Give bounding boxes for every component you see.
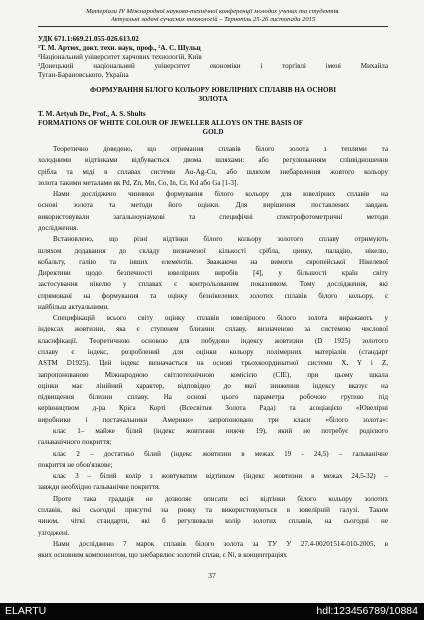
body-line: кобальту, галію та інших елементів. Зважаючи на вимоги європейської Нікелевої bbox=[38, 257, 388, 266]
body-line: оцінки має лінійний характер, відповідно до якої зниження індексу вказує на bbox=[38, 381, 388, 390]
body-line: золота такими металами як Pd, Zn, Mn, Co, In, Cr, Kd або Ga [1-3]. bbox=[38, 178, 239, 187]
body-line: ASTM D1925). Цей індекс визначається на основі трьохкоординатної системи X, Y і Z, bbox=[38, 359, 388, 368]
title-en-line-1: FORMATIONS OF WHITE COLOUR OF JEWELLER ALLOYS ON THE BASIS OF bbox=[38, 119, 304, 127]
repository-footer bbox=[0, 603, 424, 620]
body-line: використовували загальноунаукові та специфічні спектрофотометричні методи bbox=[38, 212, 388, 221]
body-line: Специфікацій всього світу оцінку сплавів ювелірного білого золота виражають у bbox=[53, 314, 388, 323]
body-line: Проте така градація не дозволяє описати всі відтінки білого кольору золотих bbox=[53, 494, 388, 503]
affiliation-2-line-1: ²Донецький національний університет економіки і торгівлі імені Михайла bbox=[38, 62, 388, 70]
body-line: виробники і постачальники Америки» запропоновано три класи «білого золота»: bbox=[38, 415, 388, 424]
body-line: гальванічного покриття; bbox=[38, 438, 112, 447]
page-number: 37 bbox=[208, 571, 216, 580]
body-line: Встановлено, що різні відтінки білого кольору золотого сплаву отримують bbox=[53, 235, 388, 244]
body-line: сплаву є індекс, розроблений для оцінки кольору полімерних матеріалів (стандарт bbox=[38, 348, 388, 357]
footer-handle: hdl:123456789/10884 bbox=[316, 605, 418, 617]
body-line: керівництвом д-ра Кріса Корті (Всесвітня Золота Рада) та асоціацією «Ювелірні bbox=[38, 404, 388, 413]
body-line: узгоджені. bbox=[38, 528, 70, 537]
body-line: Теоретично доведено, що отримання сплавів білого золота з теплими та bbox=[53, 145, 388, 153]
body-line: сплавів, які сьогодні присутні на ринку та використовуються в ювелірній галузі. Таким bbox=[38, 505, 388, 514]
header-rule bbox=[38, 26, 388, 27]
body-line: завжди необхідно гальванічне покриття. bbox=[38, 483, 160, 492]
body-line: підвищення білизни сплаву. На основі цього параметра робочою групою під bbox=[38, 393, 388, 402]
authors-ua: ¹Т. М. Артюх, докт. техн. наук, проф., ²А. С. Шульц bbox=[38, 44, 201, 52]
body-line: застосування нікелю у сплавах є контрольованим показником. Тому дослідження, які bbox=[38, 280, 388, 289]
body-line: клас 3 – білий колір з жовтуватим відтінком (індекс жовтизни в межах 24,5-32) – bbox=[53, 472, 388, 481]
body-line: дослідження. bbox=[38, 223, 79, 232]
body-line: шляхом додавання до складу визначеної кількості срібла, цинку, паладію, нікелю, bbox=[38, 246, 388, 255]
affiliation-2-line-2: Туган-Барановського, Україна bbox=[38, 71, 129, 79]
body-line: найбільш актуальними. bbox=[38, 302, 109, 311]
footer-repository-name: ELARTU bbox=[5, 605, 47, 617]
affiliation-1: ¹Національний університет харчових технологій, Київ bbox=[38, 53, 202, 61]
title-en-line-2: GOLD bbox=[202, 128, 224, 136]
body-line: Нами досліджено чинники формування білого кольору для ювелірних сплавів на bbox=[53, 190, 388, 199]
body-line: класифікації. Теоретичною основою для побудови індексу жовтизни (D 1925) золотого bbox=[38, 336, 388, 345]
body-line: клас 1– майже білий (індекс жовтизни нижче 19), який не потребує родієвого bbox=[53, 427, 388, 435]
body-line: спрямовані на формування та оцінку безнікелевих золотих сплавів білого кольору, є bbox=[38, 291, 388, 300]
body-line: індексах жовтизни, яка є ступенем близини сплаву, визначеною за системою числової bbox=[38, 325, 388, 334]
body-line: покриття не обов'язкове; bbox=[38, 460, 113, 469]
body-line: запропонованою Міжнародною світлотехнічною комісією (CIE), при цьому шкала bbox=[38, 370, 388, 379]
title-ua-line-2: ЗОЛОТА bbox=[198, 95, 228, 103]
body-line: срібла та міді в сплавах системи Au-Ag-Cu, або шляхом знебарвлення жовтого кольору bbox=[38, 167, 388, 176]
body-line: холодними відтінками відбувається двома шляхами: або регулюванням співвідношення bbox=[38, 156, 388, 165]
body-line: Нами досліджено 7 марок сплавів білого золота за ТУ У 27.4-00201514-010-2005, в bbox=[53, 539, 388, 548]
body-line: яких основним компонентом, що знебарвлює золотий сплав, є Ni, в концентраціях bbox=[38, 551, 287, 560]
body-line: Директиви щодо безпечності ювелірних виробів [4], у більшості країн світу bbox=[38, 269, 388, 278]
body-line: основі золота та методи його оцінки. Для вирішення поставлених завдань bbox=[38, 201, 388, 210]
title-ua-line-1: ФОРМУВАННЯ БІЛОГО КОЛЬОРУ ЮВЕЛІРНИХ СПЛАВІВ НА ОСНОВІ bbox=[90, 86, 336, 94]
authors-en: T. M. Artyuh Dr., Prof., A. S. Shults bbox=[38, 110, 146, 118]
body-line: клас 2 – достатньо білий (індекс жовтизни в межах 19 - 24,5) – гальванічне bbox=[53, 449, 388, 458]
conference-header-line-2: Актуальні задачі сучасних технологій – Тернопіль 25-26 листопада 2015 bbox=[110, 16, 316, 23]
body-line: чином, чіткі стандарти, які б регулювали колір золотих сплавів, на сьогодні не bbox=[38, 517, 388, 526]
conference-header-line-1: Матеріали IV Міжнародної науково-технічної конференції молодих учених та студентів. bbox=[86, 8, 340, 15]
udk-code: УДК 671.1:669.21.055-026.613.02 bbox=[38, 35, 139, 43]
